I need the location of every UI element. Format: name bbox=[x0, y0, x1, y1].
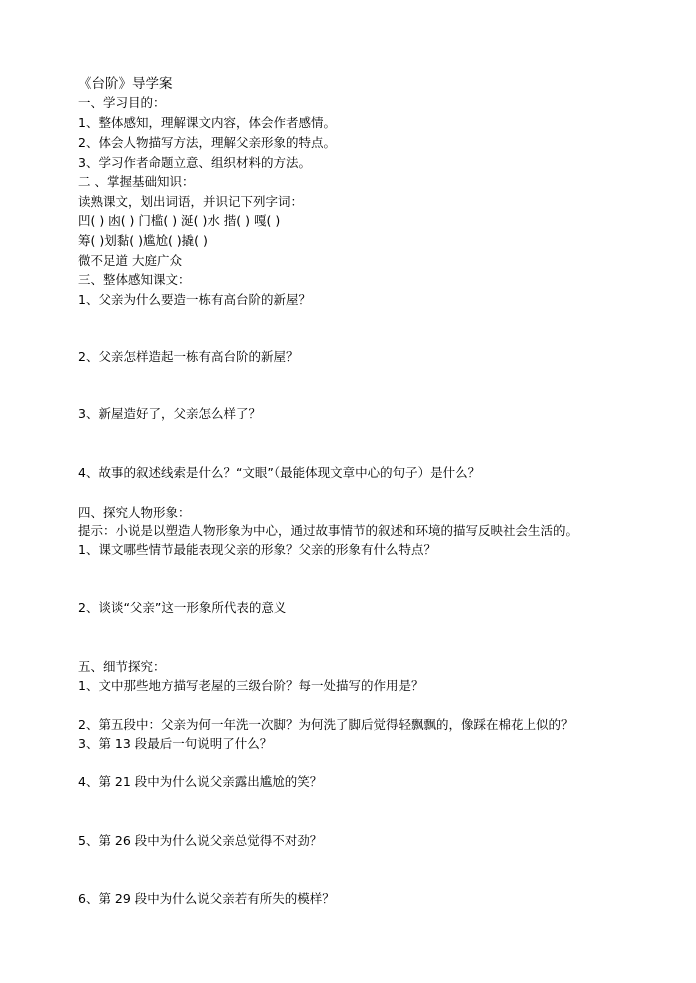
section4-heading: 四、探究人物形象： bbox=[78, 505, 191, 520]
section5-question-3: 3、第 13 段最后一句说明了什么？ bbox=[78, 736, 273, 751]
section2-words-line2: 筹( )划黏( )尴尬( )撬( ) bbox=[78, 233, 208, 248]
section3-heading: 三、整体感知课文： bbox=[78, 272, 191, 287]
section3-question-4: 4、故事的叙述线索是什么？“文眼”（最能体现文章中心的句子）是什么？ bbox=[78, 465, 481, 480]
section3-question-3: 3、新屋造好了，父亲怎么样了？ bbox=[78, 406, 261, 421]
section2-instruction: 读熟课文，划出词语，并识记下列字词： bbox=[78, 194, 304, 209]
section1-item-2: 2、体会人物描写方法，理解父亲形象的特点。 bbox=[78, 135, 336, 150]
section5-question-5: 5、第 26 段中为什么说父亲总觉得不对劲？ bbox=[78, 833, 323, 848]
section2-words-line1: 凹( ) 凼( ) 门槛( ) 涎( )水 揩( ) 嘎( ) bbox=[78, 213, 281, 228]
section1-item-1: 1、整体感知，理解课文内容，体会作者感情。 bbox=[78, 115, 336, 130]
section3-question-1: 1、父亲为什么要造一栋有高台阶的新屋？ bbox=[78, 292, 311, 307]
document-title: 《台阶》导学案 bbox=[78, 76, 173, 92]
section5-heading: 五、细节探究： bbox=[78, 659, 166, 674]
section5-question-4: 4、第 21 段中为什么说父亲露出尴尬的笑？ bbox=[78, 774, 323, 789]
section2-words-line3: 微不足道 大庭广众 bbox=[78, 253, 182, 268]
section4-hint: 提示：小说是以塑造人物形象为中心，通过故事情节的叙述和环境的描写反映社会生活的。 bbox=[78, 523, 579, 538]
section4-question-1: 1、课文哪些情节最能表现父亲的形象？父亲的形象有什么特点？ bbox=[78, 542, 436, 557]
section1-heading: 一、学习目的： bbox=[78, 95, 166, 110]
section1-item-3: 3、学习作者命题立意、组织材料的方法。 bbox=[78, 155, 311, 170]
section3-question-2: 2、父亲怎样造起一栋有高台阶的新屋？ bbox=[78, 349, 299, 364]
section5-question-2: 2、第五段中：父亲为何一年洗一次脚？为何洗了脚后觉得轻飘飘的，像踩在棉花上似的？ bbox=[78, 717, 574, 732]
section2-heading: 二 、掌握基础知识： bbox=[78, 174, 195, 189]
section5-question-6: 6、第 29 段中为什么说父亲若有所失的模样？ bbox=[78, 891, 335, 906]
section5-question-1: 1、文中那些地方描写老屋的三级台阶？每一处描写的作用是？ bbox=[78, 678, 424, 693]
section4-question-2: 2、谈谈“父亲”这一形象所代表的意义 bbox=[78, 600, 287, 615]
